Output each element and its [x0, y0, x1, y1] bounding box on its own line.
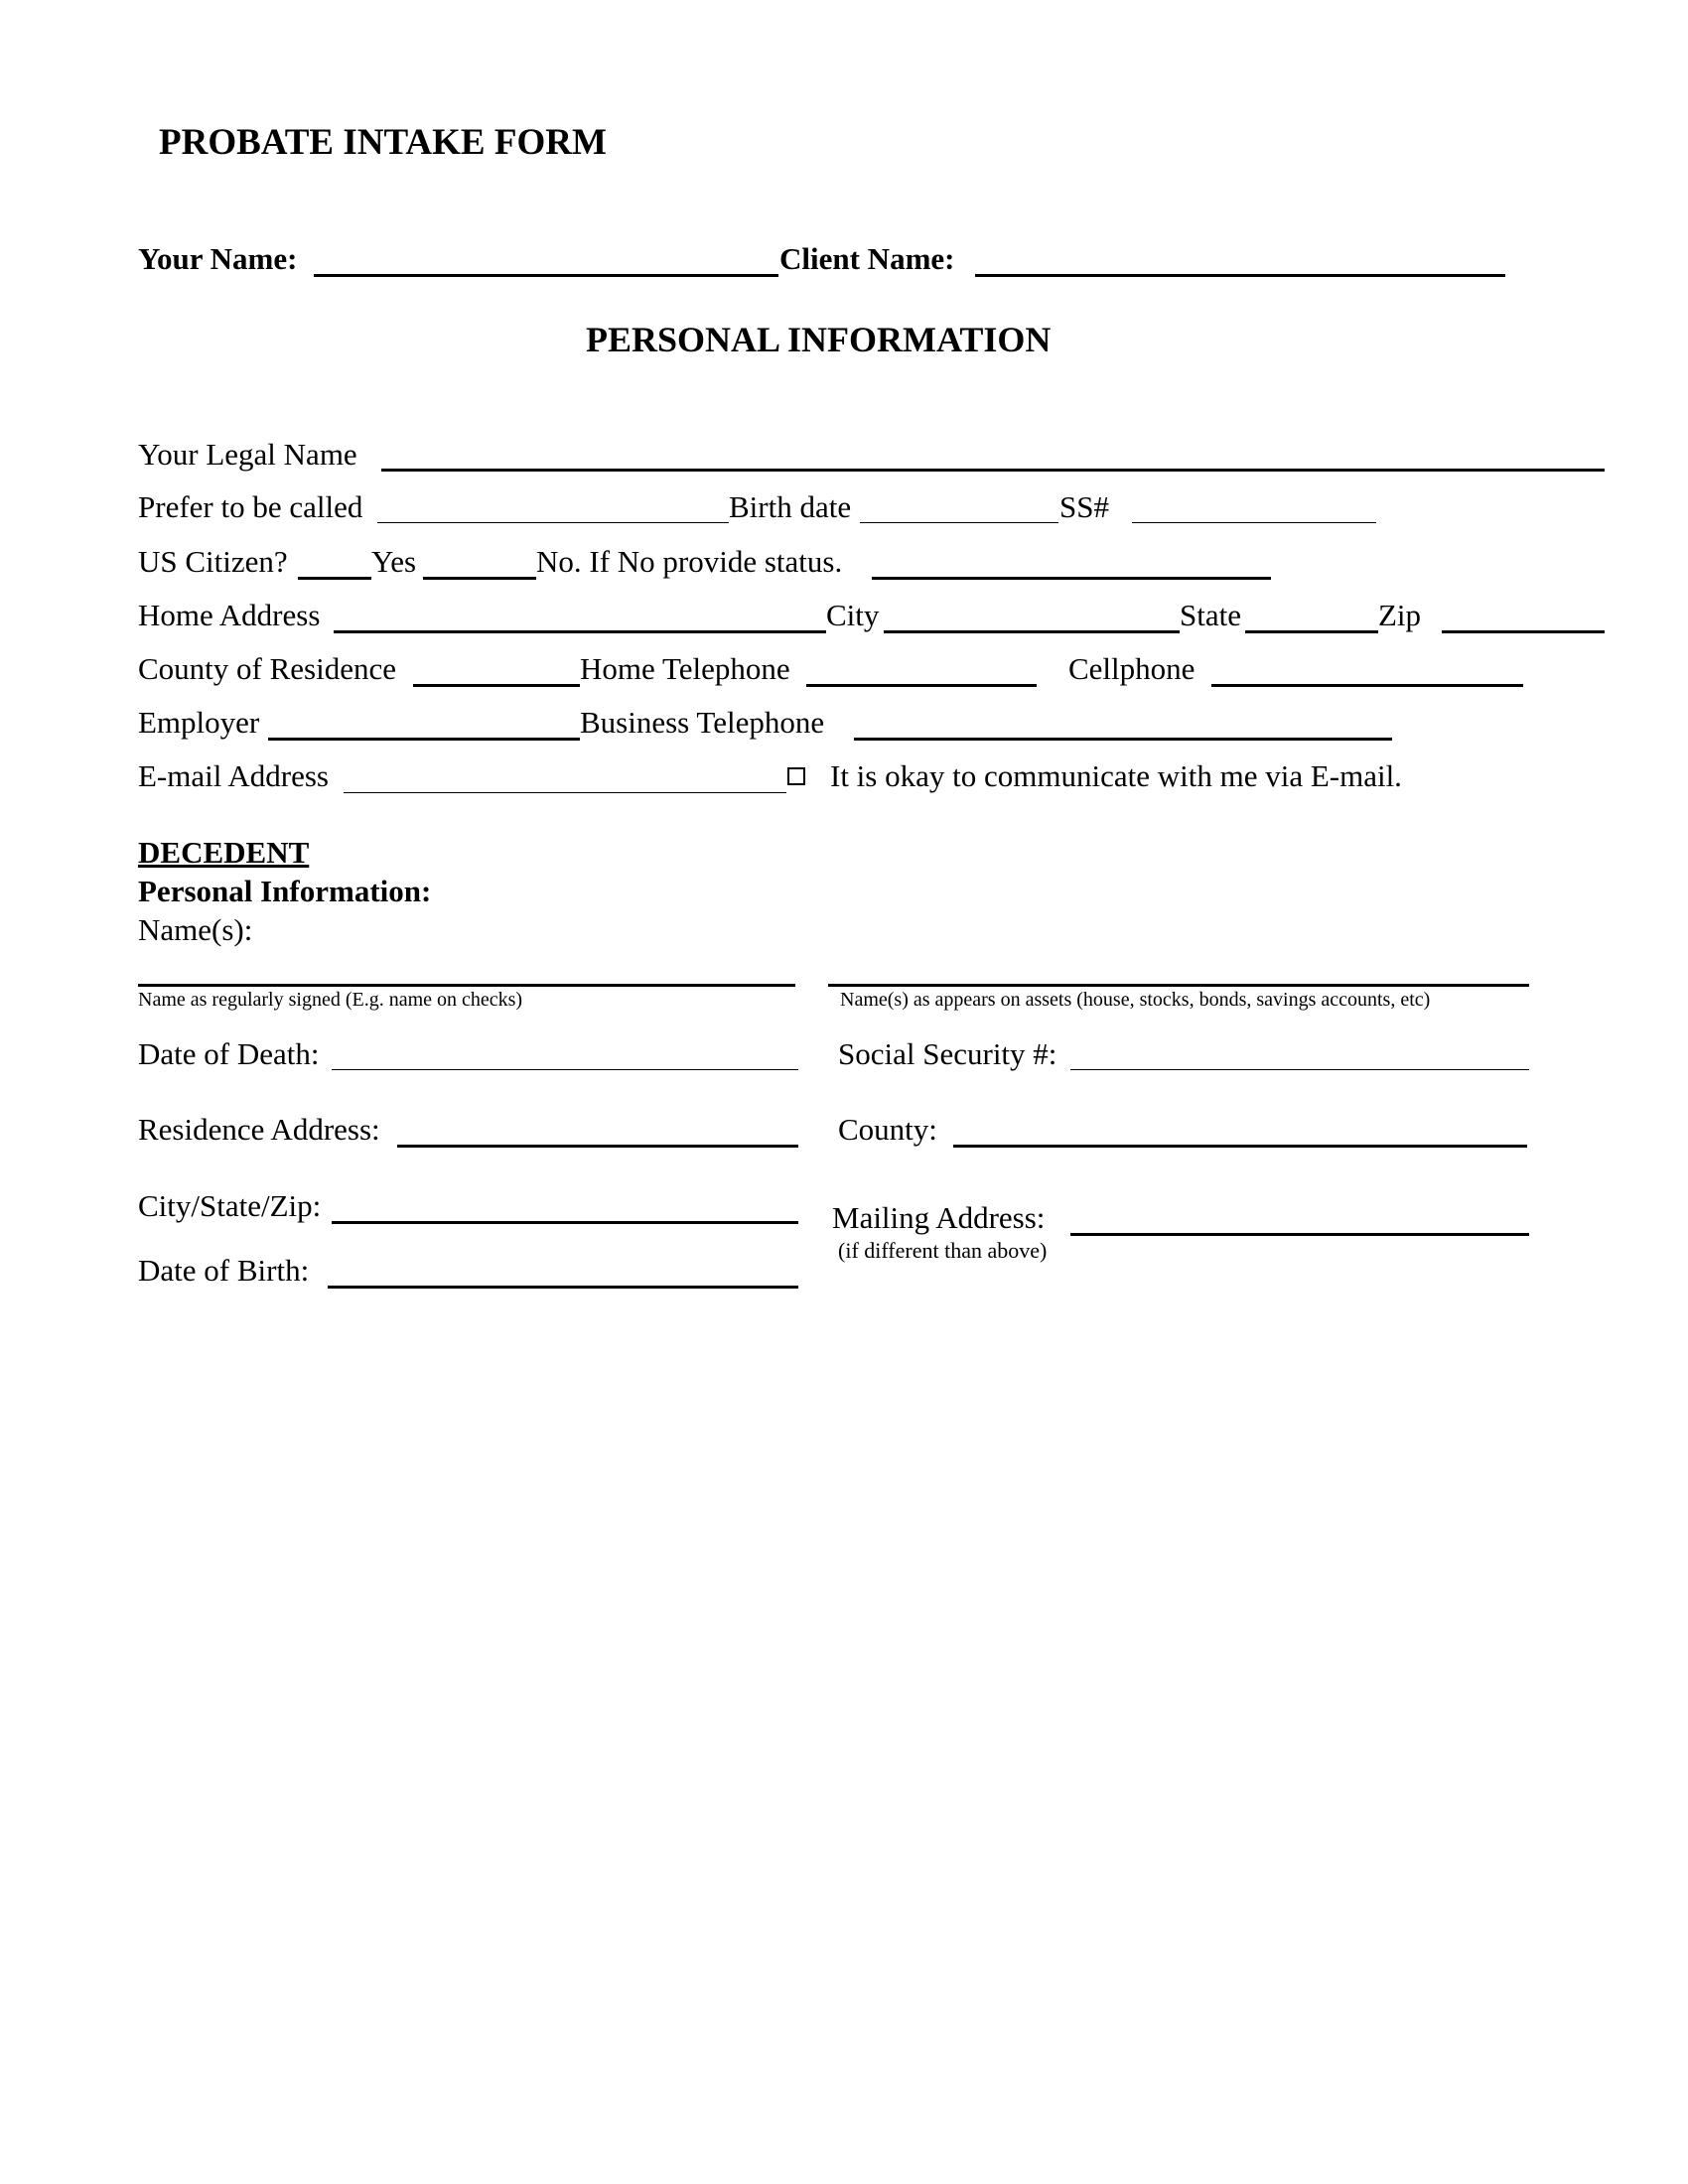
date-of-birth-label: Date of Birth: [138, 1253, 310, 1288]
email-field[interactable] [344, 792, 786, 793]
name-signed-caption: Name as regularly signed (E.g. name on checks) [138, 989, 523, 1011]
zip-label: Zip [1378, 598, 1422, 632]
mailing-address-field[interactable] [1070, 1233, 1529, 1236]
social-security-label: Social Security #: [838, 1036, 1057, 1071]
home-telephone-field[interactable] [806, 684, 1037, 687]
social-security-field[interactable] [1070, 1069, 1529, 1070]
name-assets-field[interactable] [828, 984, 1529, 987]
home-address-label: Home Address [138, 598, 321, 632]
city-field[interactable] [884, 630, 1180, 633]
date-of-birth-field[interactable] [328, 1286, 798, 1289]
decedent-personal-info-subheading: Personal Information: [138, 874, 432, 908]
email-consent-checkbox[interactable] [787, 767, 805, 785]
home-telephone-label: Home Telephone [580, 651, 790, 686]
cellphone-label: Cellphone [1068, 651, 1196, 686]
ss-label: SS# [1059, 489, 1109, 524]
client-name-field[interactable] [975, 274, 1505, 277]
employer-label: Employer [138, 705, 260, 740]
legal-name-field[interactable] [381, 469, 1605, 472]
your-name-label: Your Name: [138, 241, 298, 276]
city-state-zip-label: City/State/Zip: [138, 1188, 322, 1223]
cellphone-field[interactable] [1211, 684, 1523, 687]
state-label: State [1180, 598, 1241, 632]
residence-address-field[interactable] [397, 1145, 798, 1148]
us-citizen-label: US Citizen? [138, 544, 288, 579]
date-of-death-label: Date of Death: [138, 1036, 320, 1071]
decedent-heading: DECEDENT [138, 835, 310, 870]
county-residence-label: County of Residence [138, 651, 397, 686]
county-field[interactable] [953, 1145, 1527, 1148]
prefer-called-label: Prefer to be called [138, 489, 363, 524]
home-address-field[interactable] [334, 630, 826, 633]
zip-field[interactable] [1442, 630, 1605, 633]
no-status-label: No. If No provide status. [536, 544, 843, 579]
citizen-status-field[interactable] [872, 577, 1271, 580]
email-consent-label: It is okay to communicate with me via E-mail. [830, 758, 1402, 793]
state-field[interactable] [1245, 630, 1378, 633]
city-state-zip-field[interactable] [332, 1221, 798, 1224]
business-telephone-field[interactable] [854, 738, 1392, 741]
legal-name-label: Your Legal Name [138, 437, 357, 472]
name-signed-field[interactable] [138, 984, 795, 987]
decedent-names-label: Name(s): [138, 912, 253, 947]
yes-label: Yes [371, 544, 417, 579]
employer-field[interactable] [268, 738, 580, 741]
personal-information-heading: PERSONAL INFORMATION [586, 320, 1052, 359]
your-name-field[interactable] [314, 274, 778, 277]
client-name-label: Client Name: [779, 241, 955, 276]
city-label: City [826, 598, 880, 632]
county-label: County: [838, 1112, 937, 1147]
form-title: PROBATE INTAKE FORM [159, 122, 607, 163]
name-assets-caption: Name(s) as appears on assets (house, stocks, bonds, savings accounts, etc) [840, 989, 1431, 1011]
ss-field[interactable] [1132, 522, 1376, 523]
birth-date-label: Birth date [729, 489, 852, 524]
business-telephone-label: Business Telephone [580, 705, 825, 740]
county-residence-field[interactable] [413, 684, 580, 687]
email-label: E-mail Address [138, 758, 329, 793]
mailing-address-note: (if different than above) [838, 1238, 1048, 1263]
mailing-address-label: Mailing Address: [832, 1200, 1046, 1235]
us-citizen-no-field[interactable] [423, 577, 536, 580]
birth-date-field[interactable] [860, 522, 1058, 523]
us-citizen-yes-field[interactable] [298, 577, 371, 580]
prefer-called-field[interactable] [377, 522, 729, 523]
date-of-death-field[interactable] [332, 1069, 798, 1070]
residence-address-label: Residence Address: [138, 1112, 380, 1147]
